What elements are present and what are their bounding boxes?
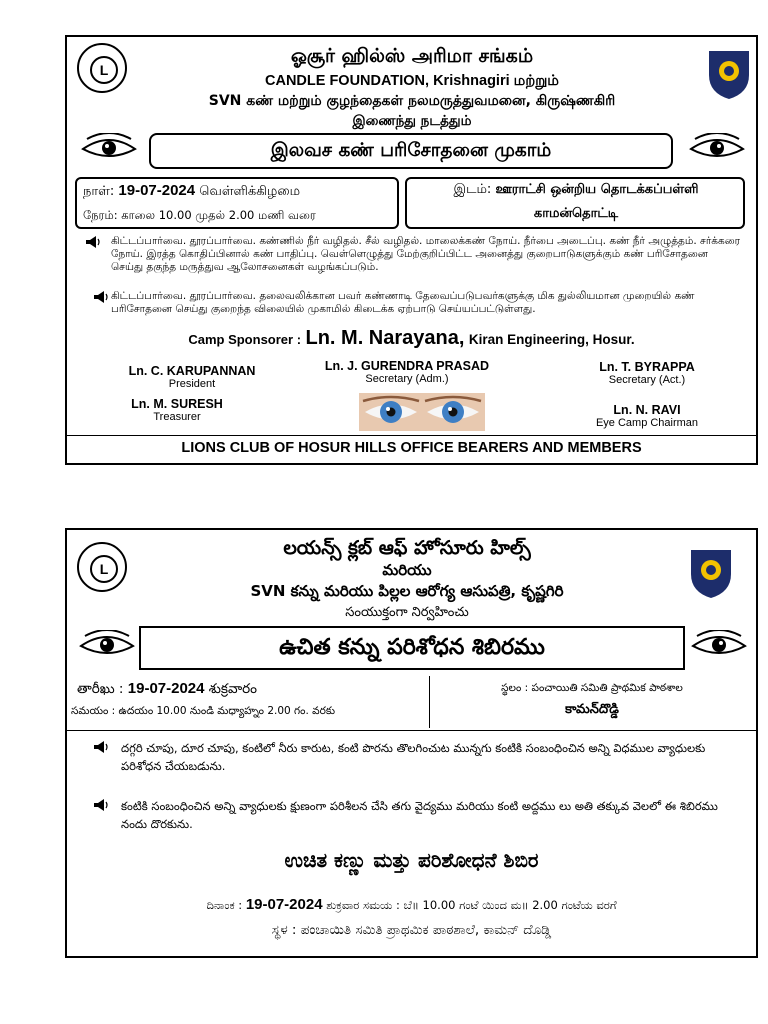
hospital-shield-logo-icon xyxy=(687,544,735,600)
member-role: Eye Camp Chairman xyxy=(595,417,699,429)
date-value: 19-07-2024 xyxy=(118,182,196,199)
footer-text: LIONS CLUB OF HOSUR HILLS OFFICE BEARERS AND MEMBERS xyxy=(181,440,642,456)
lions-club-logo-icon: L xyxy=(77,542,127,592)
member-name: Ln. M. SURESH xyxy=(131,397,223,411)
day-label: శుక్రవారం xyxy=(208,681,257,697)
camp-title-box: இலவச கண் பரிசோதனை முகாம் xyxy=(149,133,673,169)
member-name: Ln. T. BYRAPPA xyxy=(599,360,695,374)
venue-box xyxy=(405,177,745,229)
member-president xyxy=(87,364,297,390)
megaphone-icon xyxy=(93,798,109,812)
venue-line2: కామన్‌దొడ్డి xyxy=(565,702,619,717)
megaphone-icon xyxy=(93,290,109,304)
sponsor-company: Kiran Engineering, Hosur. xyxy=(468,332,635,347)
telugu-paragraph-1: దగ్గరి చూపు, దూర చూపు, కంటిలో నీరు కారుట, కంటి పొరను తొలగించుట మున్నగు కంటికి సంబంధించిన అన్ని విధముల వ్యాధులకు పరిశోధన చేయబడును. xyxy=(121,741,706,773)
sponsor-label: Camp Sponsorer : xyxy=(188,332,302,347)
venue-label: இடம்: xyxy=(453,182,492,197)
title-line2: మరియు xyxy=(382,561,432,579)
kannada-date-label: ದಿನಾಂಕ : xyxy=(206,898,243,912)
member-treasurer xyxy=(87,397,267,423)
venue-line1: ஊராட்சி ஒன்றிய தொடக்கப்பள்ளி xyxy=(495,182,699,197)
member-role: Secretary (Adm.) xyxy=(365,373,449,385)
date-value: 19-07-2024 xyxy=(127,680,205,697)
member-secretary-adm xyxy=(287,359,527,385)
member-role: Secretary (Act.) xyxy=(608,374,686,386)
megaphone-icon xyxy=(85,235,101,249)
title-line3: SVN కన్ను మరియు పిల్లల ఆరోగ్య ఆసుపత్రి, కృష్ణగిరి xyxy=(250,582,564,600)
date-label: நாள்: xyxy=(83,184,115,199)
member-role: Treasurer xyxy=(153,411,201,423)
camp-title-box: ఉచిత కన్ను పరిశోధన శిబిరము xyxy=(139,626,685,670)
eye-left-icon xyxy=(77,630,137,660)
kannada-date-rest: ಶುಕ್ರವಾರ ಸಮಯ : ಬೆ॥ 10.00 ಗಂಟೆ ಯಿಂದ ಮ॥ 2.00 ಗಂಟೆಯ ವರಗೆ xyxy=(326,898,617,912)
sponsor-line xyxy=(67,327,756,350)
title-line4: இணைந்து நடத்தும் xyxy=(352,113,472,129)
tamil-paragraph-1: கிட்டப்பார்வை. தூரப்பார்வை. கண்ணில் நீர் வழிதல். சீல் வழிதல். மாலைக்கண் நோய். நீர்பை அடைப்பு. கண் நீர் அழுத்தம். சர்க்கரை நோய். இரத்த கொதிப்பினால் கண் பாதிப்பு. வெள்ளெழுத்து மேற்குறிப்பிட்ட அனைத்து குறைபாடுகளுக்கும் கண் பரிசோதனை செய்து தகுந்த மருத்துவ ஆலோசனைகள் வழங்கப்படும். xyxy=(111,235,741,274)
venue-line2: காமன்தொட்டி xyxy=(533,206,619,221)
lions-club-logo-icon: L xyxy=(77,43,127,93)
tamil-flyer-card xyxy=(65,35,758,465)
date-label: తారీఖు : xyxy=(77,681,124,697)
title-line2: CANDLE FOUNDATION, Krishnagiri மற்றும் xyxy=(265,73,559,89)
title-line3: SVN கண் மற்றும் குழந்தைகள் நலமருத்துவமனை, கிருஷ்ணகிரி xyxy=(208,93,616,109)
eye-left-icon xyxy=(79,133,139,163)
sponsor-name: Ln. M. Narayana, xyxy=(305,327,465,349)
date-venue-divider xyxy=(429,676,430,728)
day-label: வெள்ளிக்கிழமை xyxy=(199,184,301,199)
title-line1: ஓசூர் ஹில்ஸ் அரிமா சங்கம் xyxy=(290,45,534,67)
tamil-paragraph-2: கிட்டப்பார்வை. தூரப்பார்வை. தலைவலிக்கான பவர் கண்ணாடி தேவைப்படுபவர்களுக்கு மிக துல்லியமான முறையில் கண் பரிசோதனை செய்து குறைந்த விலையில் முகாமில் கிடைக்க ஏற்பாடு செய்யப்பட்டுள்ளது. xyxy=(111,290,695,316)
member-name: Ln. J. GURENDRA PRASAD xyxy=(324,359,490,373)
kannada-date-line xyxy=(67,896,756,913)
kannada-title: ಉಚಿತ ಕಣ್ಣು ಮತ್ತು ಪರಿಶೋಧನೆ ಶಿಬಿರ xyxy=(284,848,539,872)
member-secretary-act xyxy=(547,360,747,386)
member-name: Ln. C. KARUPANNAN xyxy=(128,364,256,378)
title-line4: సంయుక్తంగా నిర్వహించు xyxy=(345,605,469,620)
venue-line1: స్థలం : పంచాయితి సమితి ప్రాథమిక పాఠశాల xyxy=(501,682,683,694)
member-role: President xyxy=(168,378,216,390)
telugu-kannada-flyer-card xyxy=(65,528,758,958)
telugu-paragraph-2: కంటికి సంబంధించిన అన్ని వ్యాధులకు క్షుణంగా పరిశీలన చేసి తగు వైద్యము మరియు కంటి అద్దము లు అతి తక్కువ వెలలో ఈ శిబిరము నందు దొరకును. xyxy=(121,799,718,831)
member-eye-camp-chairman xyxy=(547,403,747,429)
footer-divider xyxy=(67,435,756,436)
date-line xyxy=(83,182,300,200)
kannada-date-value: 19-07-2024 xyxy=(245,896,323,913)
time-line: సమయం : ఉదయం 10.00 నుండి మధ్యాహ్నం 2.00 గం. వరకు xyxy=(71,705,335,717)
time-line: நேரம்: காலை 10.00 முதல் 2.00 மணி வரை xyxy=(83,208,316,222)
title-line1: లయన్స్ క్లబ్ ఆఫ్ హోసూరు హిల్స్ xyxy=(283,537,531,559)
date-time-box xyxy=(75,177,399,229)
member-name: Ln. N. RAVI xyxy=(613,403,681,417)
kannada-venue: ಸ್ಥಳ : ಪಂಚಾಯಿತಿ ಸಮಿತಿ ಪ್ರಾಥಮಿಕ ಪಾಠಶಾಲೆ, ಕಾಮನ್ ದೊಡ್ಡಿ xyxy=(271,922,552,938)
blue-eyes-photo xyxy=(359,393,485,431)
eye-right-icon xyxy=(689,630,749,660)
eye-right-icon xyxy=(687,133,747,163)
date-line xyxy=(77,680,257,700)
megaphone-icon xyxy=(93,740,109,754)
row-divider xyxy=(67,730,756,731)
